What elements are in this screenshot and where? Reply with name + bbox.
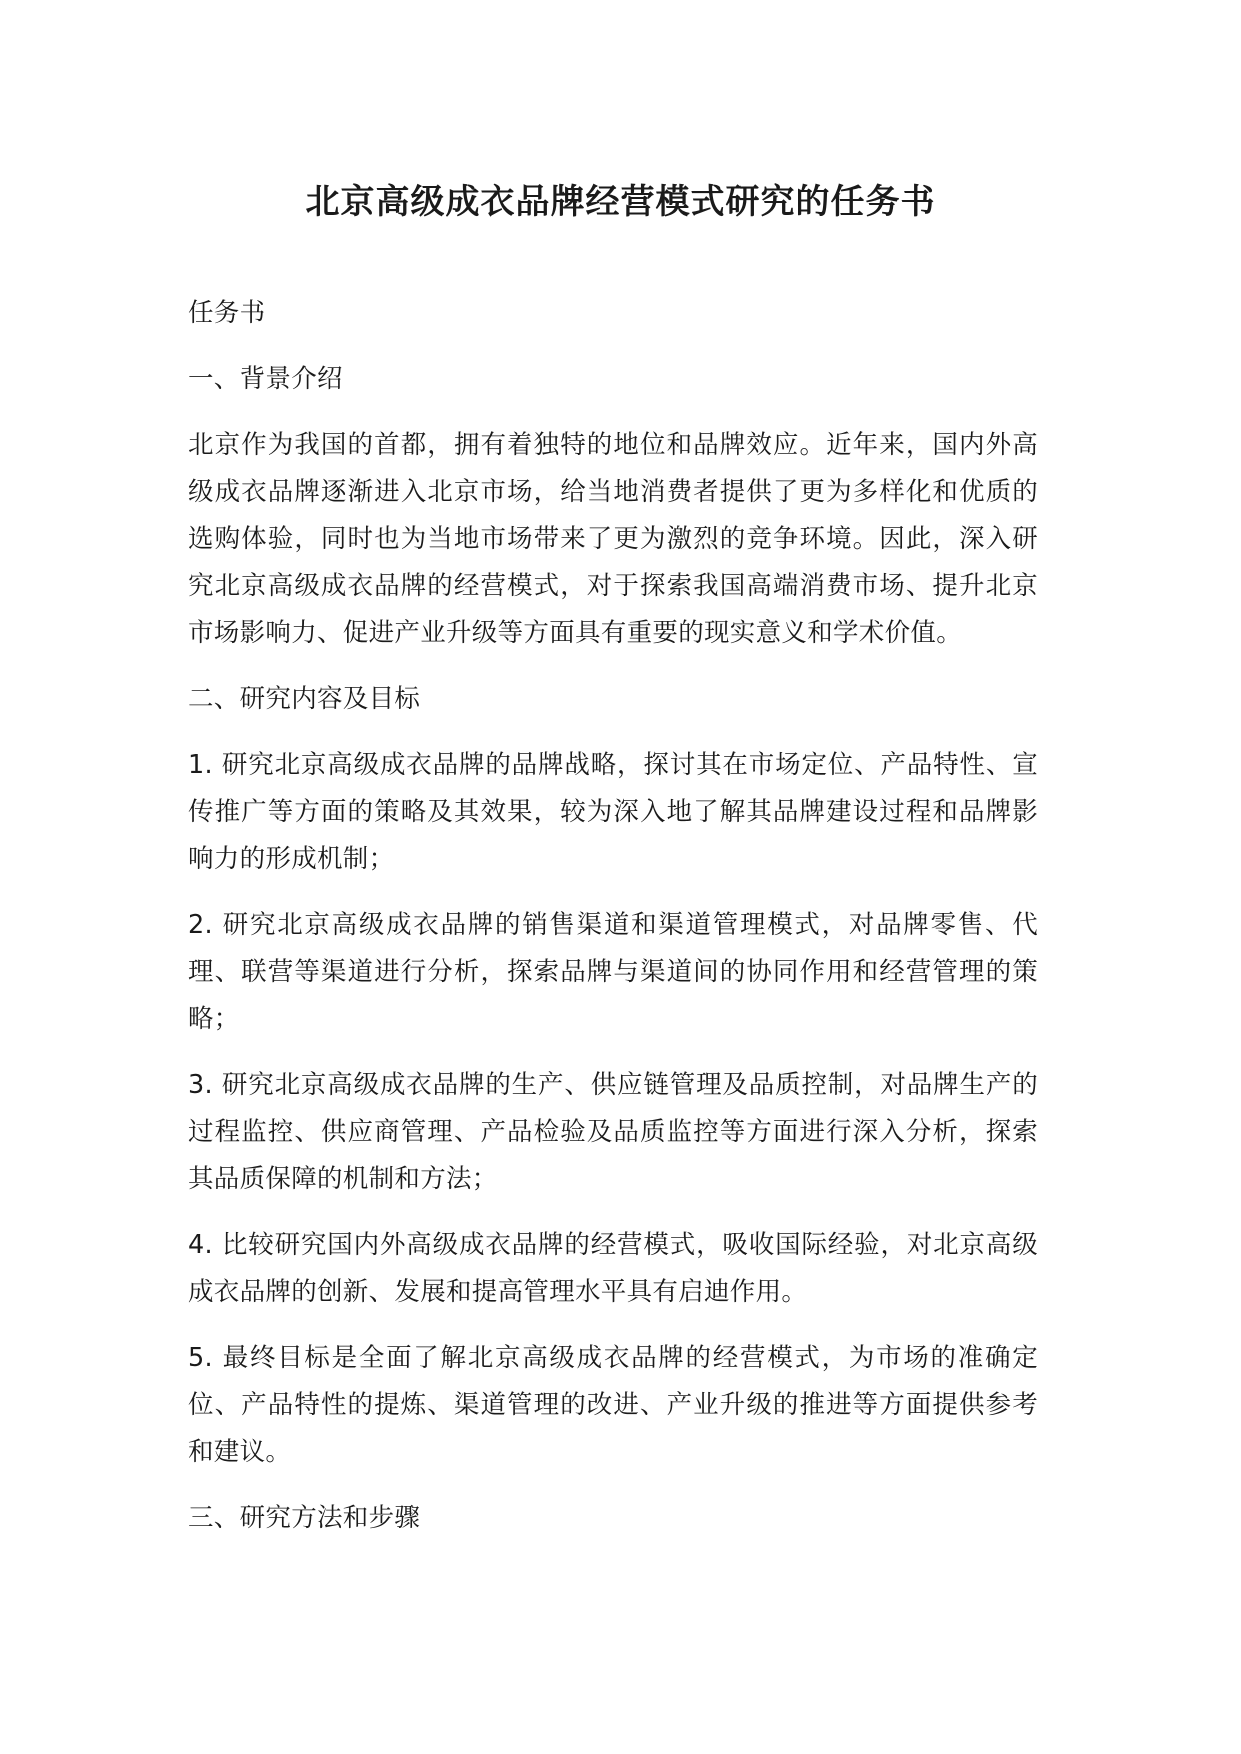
goal-item-5: 5. 最终目标是全面了解北京高级成衣品牌的经营模式，为市场的准确定位、产品特性的提炼、渠道管理的改进、产业升级的推进等方面提供参考和建议。: [188, 1343, 1038, 1467]
goal-item-4: 4. 比较研究国内外高级成衣品牌的经营模式，吸收国际经验，对北京高级成衣品牌的创新、发展和提高管理水平具有启迪作用。: [188, 1230, 1038, 1307]
background-paragraph: 北京作为我国的首都，拥有着独特的地位和品牌效应。近年来，国内外高级成衣品牌逐渐进入北京市场，给当地消费者提供了更为多样化和优质的选购体验，同时也为当地市场带来了更为激烈的竞争环境。因此，深入研究北京高级成衣品牌的经营模式，对于探索我国高端消费市场、提升北京市场影响力、促进产业升级等方面具有重要的现实意义和学术价值。: [188, 430, 1038, 648]
document-body: [188, 290, 1038, 1561]
goal-item-2: 2. 研究北京高级成衣品牌的销售渠道和渠道管理模式，对品牌零售、代理、联营等渠道进行分析，探索品牌与渠道间的协同作用和经营管理的策略；: [188, 910, 1038, 1034]
section-label-task: 任务书: [188, 298, 266, 328]
goal-item-1: 1. 研究北京高级成衣品牌的品牌战略，探讨其在市场定位、产品特性、宣传推广等方面的策略及其效果，较为深入地了解其品牌建设过程和品牌影响力的形成机制；: [188, 750, 1038, 874]
document-title: 北京高级成衣品牌经营模式研究的任务书: [305, 182, 936, 222]
section-heading-methods: 三、研究方法和步骤: [188, 1503, 421, 1533]
goal-item-3: 3. 研究北京高级成衣品牌的生产、供应链管理及品质控制，对品牌生产的过程监控、供应商管理、产品检验及品质监控等方面进行深入分析，探索其品质保障的机制和方法；: [188, 1070, 1038, 1194]
section-heading-content-goals: 二、研究内容及目标: [188, 684, 421, 714]
section-heading-background: 一、背景介绍: [188, 364, 343, 394]
